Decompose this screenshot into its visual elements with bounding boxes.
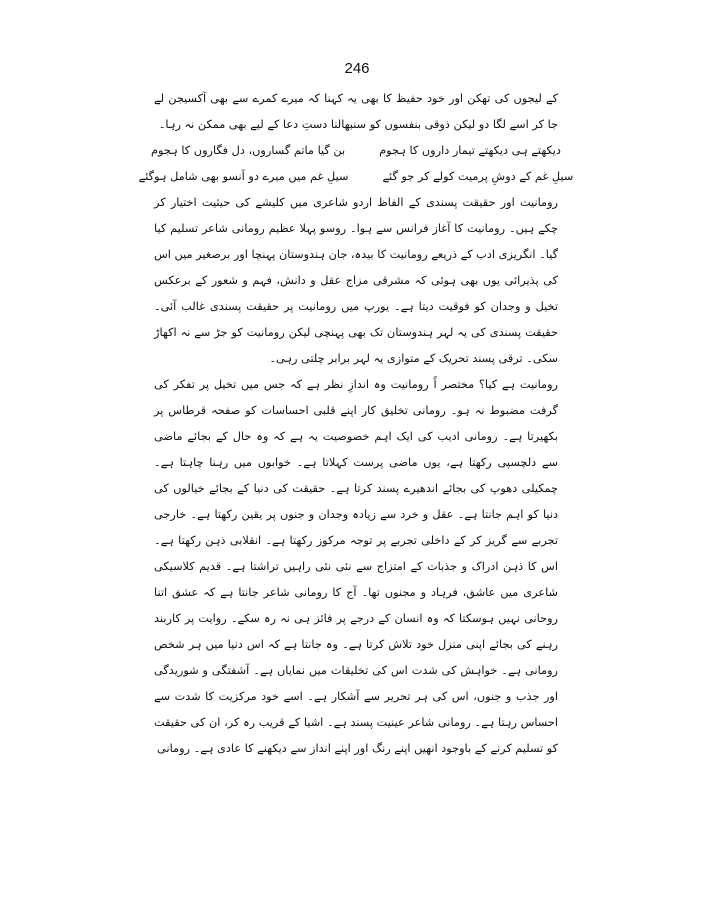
verse-couplet xyxy=(138,164,574,190)
verse-first-line: سیلِ غم کے دوشِ پرمیت کولے کر جو گئے xyxy=(382,170,574,183)
page-number: 246 xyxy=(344,60,370,77)
page-body xyxy=(138,86,574,762)
verse-couplet xyxy=(151,138,561,164)
verse-second-line: سیلِ غم میں میرے دو آنسو بھی شامل ہوگئے xyxy=(138,170,349,183)
paragraph-romanticism-history: رومانیت اور حقیقت پسندی کے الفاظ اردو شاعری میں کلیشے کی حیثیت اختیار کر چکے ہیں۔ رومانیت کا آغاز فرانس سے ہوا۔ روسو پہلا عظیم رومانی شاعر تسلیم کیا گیا۔ انگریزی ادب کے ذریعے رومانیت کا بیدہ، جان ہندوستان پہنچا اور برصغیر میں اس کی پذیرائی یوں بھی ہوئی کہ مشرقی مزاج عقل و دانش، فہم و شعور کے برعکس تخیل و وجدان کو فوقیت دیتا ہے۔ یورپ میں رومانیت پر حقیقت پسندی غالب آئی۔ حقیقت پسندی کی یہ لہر ہندوستان تک بھی پہنچی لیکن رومانیت کو جڑ سے نہ اکھاڑ سکی۔ ترقی پسند تحریک کے متوازی یہ لہر برابر چلتی رہی۔ xyxy=(154,196,558,365)
intro-paragraph: کے لیجوں کی تھکن اور خود حفیظ کا بھی یہ کہنا کہ میرے کمرے سے بھی آکسیجن لے جا کر اسے لگا دو لیکن ذوقی بنفسوں کو سنبھالنا دستِ دعا کے لیے بھی ممکن نہ رہا۔ xyxy=(154,92,558,131)
verse-first-line: دیکھتے ہی دیکھتے تیمار داروں کا ہجوم xyxy=(379,144,561,157)
verse-second-line: بن گیا ماتم گساروں، دل فگاروں کا ہجوم xyxy=(151,144,346,157)
paragraph-romanticism-definition: رومانیت ہے کیا؟ مختصر اً رومانیت وہ اندازِ نظر ہے کہ جس میں تخیل پر تفکر کی گرفت مضبوط نہ ہو۔ رومانی تخلیق کار اپنے قلبی احساسات کو صفحہ قرطاس پر بکھیرتا ہے۔ رومانی ادیب کی ایک اہم خصوصیت یہ ہے کہ وہ حال کے بجائے ماضی سے دلچسپی رکھتا ہے، یوں ماضی پرست کہلاتا ہے۔ خوابوں میں رہنا چاہتا ہے۔ چمکیلی دھوپ کی بجائے اندھیرے پسند کرتا ہے۔ حقیقت کی دنیا کے بجائے خیالوں کی دنیا کو اہم جانتا ہے۔ عقل و خرد سے زیادہ وجدان و جنوں پر یقین رکھتا ہے۔ خارجی تجربے سے گریز کر کے داخلی تجربے پر توجہ مرکوز رکھتا ہے۔ انقلابی ذہن رکھتا ہے۔ اس کا ذہن ادراک و جذبات کے امتزاج سے نئی نئی راہیں تراشتا ہے۔ قدیم کلاسیکی شاعری میں عاشق، فرہاد و مجنوں تھا۔ آج کا رومانی شاعر جانتا ہے کہ عشق اتنا روحانی نہیں ہوسکتا کہ وہ انسان کے درجے پر فائز ہی نہ رہ سکے۔ روایت پر کاربند رہنے کی بجائے اپنی منزل خود تلاش کرتا ہے۔ وہ جانتا ہے کہ اس دنیا میں ہر شخص رومانی ہے۔ خواہش کی شدت اس کی تخلیقات میں نمایاں ہے۔ آشفتگی و شوریدگی اور جذب و جنوں، اس کی ہر تحریر سے آشکار ہے۔ اسے خود مرکزیت کا شدت سے احساس رہتا ہے۔ رومانی شاعر عینیت پسند ہے۔ اشیا کے قریب رہ کر، ان کی حقیقت کو تسلیم کرنے کے باوجود انھیں اپنے رنگ اور اپنے انداز سے دیکھنے کا عادی ہے۔ رومانی xyxy=(154,378,558,755)
